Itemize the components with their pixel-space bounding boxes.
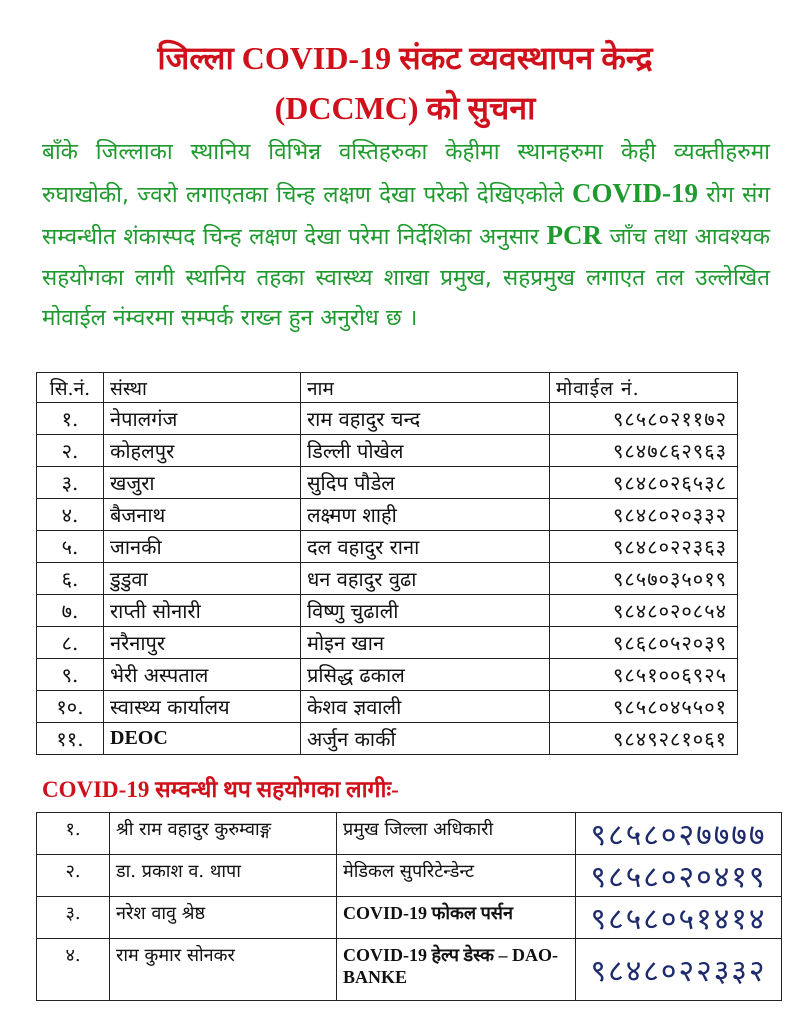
header-name: नाम <box>301 373 550 403</box>
mobile-cell: ९८४८०२२३६३ <box>550 531 738 563</box>
contact-table-header-row <box>37 373 738 403</box>
mobile-cell: ९८५८०२७७७७ <box>576 813 782 855</box>
name-cell: प्रसिद्ध ढकाल <box>301 659 550 691</box>
mobile-cell: ९८५८०२११७२ <box>550 403 738 435</box>
name-cell: दल वहादुर राना <box>301 531 550 563</box>
serial-cell: ४. <box>37 939 110 1001</box>
name-cell: डा. प्रकाश व. थापा <box>110 855 337 897</box>
header-mobile: मोवाईल नं. <box>550 373 738 403</box>
table-row <box>37 403 738 435</box>
name-cell: लक्ष्मण शाही <box>301 499 550 531</box>
table-row <box>37 723 738 755</box>
notice-title-line-2: (DCCMC) को सुचना <box>274 90 536 126</box>
organization-cell: नरैनापुर <box>104 627 301 659</box>
serial-cell: ११. <box>37 723 104 755</box>
name-cell: राम कुमार सोनकर <box>110 939 337 1001</box>
role-cell: प्रमुख जिल्ला अधिकारी <box>337 813 576 855</box>
serial-cell: १. <box>37 403 104 435</box>
notice-text-part-2: रोग संग सम्वन्धीत शंकास्पद चिन्ह लक्षण देखा परेमा निर्देशिका अनुसार <box>42 181 770 250</box>
serial-cell: ६. <box>37 563 104 595</box>
notice-paragraph <box>42 132 770 339</box>
table-row <box>37 855 782 897</box>
name-cell: नरेश वावु श्रेष्ठ <box>110 897 337 939</box>
extra-support-table <box>36 812 782 1001</box>
table-row <box>37 563 738 595</box>
table-row <box>37 813 782 855</box>
serial-cell: ९. <box>37 659 104 691</box>
table-row <box>37 467 738 499</box>
role-cell: COVID-19 हेल्प डेस्क – DAO-BANKE <box>337 939 576 1001</box>
mobile-cell: ९८४९२८१०६१ <box>550 723 738 755</box>
organization-cell: नेपालगंज <box>104 403 301 435</box>
mobile-cell: ९८६८०५२०३९ <box>550 627 738 659</box>
table-row <box>37 531 738 563</box>
notice-pcr-term: PCR <box>546 220 603 250</box>
mobile-cell: ९८५७०३५०१९ <box>550 563 738 595</box>
mobile-cell: ९८५१००६९२५ <box>550 659 738 691</box>
mobile-cell: ९८४७८६२९६३ <box>550 435 738 467</box>
table-row <box>37 499 738 531</box>
name-cell: मोइन खान <box>301 627 550 659</box>
organization-cell: डुडुवा <box>104 563 301 595</box>
name-cell: सुदिप पौडेल <box>301 467 550 499</box>
contact-table <box>36 372 738 755</box>
role-cell: मेडिकल सुपरिटेन्डेन्ट <box>337 855 576 897</box>
organization-cell: बैजनाथ <box>104 499 301 531</box>
name-cell: केशव ज्ञवाली <box>301 691 550 723</box>
table-row <box>37 897 782 939</box>
table-row <box>37 595 738 627</box>
notice-text-part-3: जाँच तथा आवश्यक सहयोगका लागी स्थानिय तहका स्वास्थ्य शाखा प्रमुख, सहप्रमुख लगाएत तल उल्लेखित मोवाईल नंम्वरमा सम्पर्क राख्न हुन अनुरोध छ । <box>42 224 770 331</box>
organization-cell: स्वास्थ्य कार्यालय <box>104 691 301 723</box>
notice-text-part-1: बाँके जिल्लाका स्थानिय विभिन्न वस्तिहरुका केहीमा स्थानहरुमा केही व्यक्तीहरुमा रुघाखोकी, ज्वरो लगाएतका चिन्ह लक्षण देखा परेको देखिएकोले <box>42 139 770 208</box>
serial-cell: ५. <box>37 531 104 563</box>
name-cell: विष्णु चुढाली <box>301 595 550 627</box>
header-organization: संस्था <box>104 373 301 403</box>
name-cell: राम वहादुर चन्द <box>301 403 550 435</box>
extra-support-heading: COVID-19 सम्वन्धी थप सहयोगका लागीः- <box>42 777 399 802</box>
name-cell: अर्जुन कार्की <box>301 723 550 755</box>
serial-cell: २. <box>37 435 104 467</box>
serial-cell: ७. <box>37 595 104 627</box>
serial-cell: २. <box>37 855 110 897</box>
table-row <box>37 659 738 691</box>
name-cell: श्री राम वहादुर कुरुम्वाङ्ग <box>110 813 337 855</box>
serial-cell: ४. <box>37 499 104 531</box>
organization-cell: कोहलपुर <box>104 435 301 467</box>
organization-cell: खजुरा <box>104 467 301 499</box>
organization-cell: जानकी <box>104 531 301 563</box>
notice-title-line-1: जिल्ला COVID-19 संकट व्यवस्थापन केन्द्र <box>157 40 653 76</box>
table-row <box>37 627 738 659</box>
table-row <box>37 691 738 723</box>
serial-cell: ८. <box>37 627 104 659</box>
mobile-cell: ९८४८०२६५३८ <box>550 467 738 499</box>
name-cell: डिल्ली पोखेल <box>301 435 550 467</box>
table-row <box>37 435 738 467</box>
mobile-cell: ९८५८०२०४१९ <box>576 855 782 897</box>
header-serial: सि.नं. <box>37 373 104 403</box>
name-cell: धन वहादुर वुढा <box>301 563 550 595</box>
serial-cell: १०. <box>37 691 104 723</box>
table-row <box>37 939 782 1001</box>
mobile-cell: ९८४८०२०३३२ <box>550 499 738 531</box>
mobile-cell: ९८४८०२०८५४ <box>550 595 738 627</box>
serial-cell: ३. <box>37 467 104 499</box>
notice-covid-term: COVID-19 <box>572 177 698 208</box>
organization-cell: राप्ती सोनारी <box>104 595 301 627</box>
mobile-cell: ९८५८०५१४१४ <box>576 897 782 939</box>
serial-cell: ३. <box>37 897 110 939</box>
serial-cell: १. <box>37 813 110 855</box>
organization-cell: DEOC <box>104 723 301 755</box>
role-cell: COVID-19 फोकल पर्सन <box>337 897 576 939</box>
mobile-cell: ९८४८०२२३३२ <box>576 939 782 1001</box>
mobile-cell: ९८५८०४५५०१ <box>550 691 738 723</box>
organization-cell: भेरी अस्पताल <box>104 659 301 691</box>
